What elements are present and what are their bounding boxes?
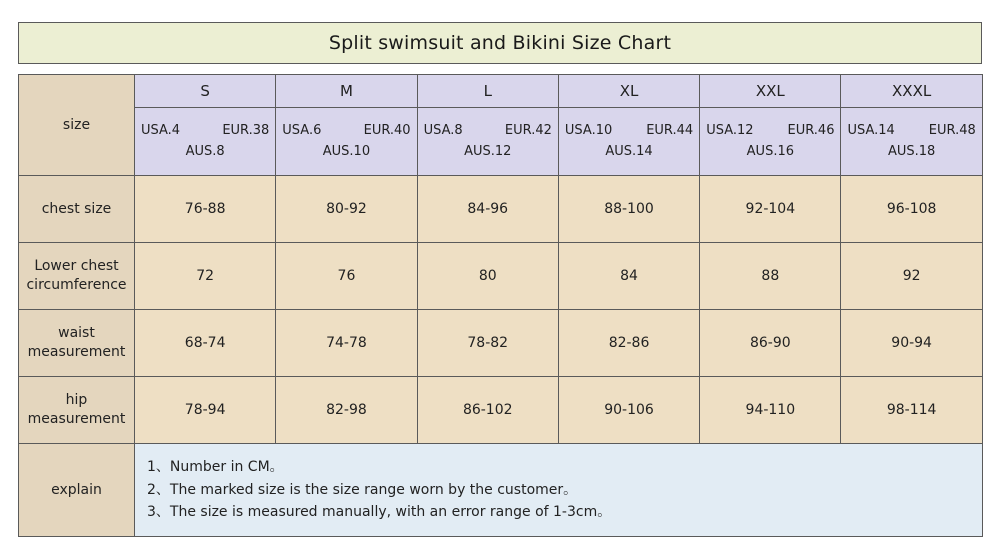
header-col-l xyxy=(417,75,558,176)
eur-code: EUR.40 xyxy=(363,123,411,139)
cell-waist-xxl: 86-90 xyxy=(700,310,841,377)
explain-line-1: 1、Number in CM。 xyxy=(147,458,284,475)
table-row xyxy=(19,176,983,243)
cell-lower-chest-xxl: 88 xyxy=(700,243,841,310)
aus-code: AUS.10 xyxy=(322,143,371,159)
row-label-chest-size: chest size xyxy=(19,176,135,243)
explain-line-2: 2、The marked size is the size range worn by the customer。 xyxy=(147,481,578,498)
cell-chest-size-l: 84-96 xyxy=(417,176,558,243)
cell-waist-l: 78-82 xyxy=(417,310,558,377)
cell-chest-size-m: 80-92 xyxy=(276,176,417,243)
explain-row xyxy=(19,444,983,537)
cell-waist-s: 68-74 xyxy=(135,310,276,377)
chart-title-bar xyxy=(18,22,982,64)
aus-code: AUS.12 xyxy=(464,143,512,159)
eur-code: EUR.44 xyxy=(646,123,694,139)
eur-code: EUR.42 xyxy=(504,123,552,139)
row-label-hip-measurement: hip measurement xyxy=(19,377,135,444)
table-row xyxy=(19,243,983,310)
usa-code: USA.8 xyxy=(423,123,463,139)
eur-code: EUR.38 xyxy=(222,123,270,139)
usa-code: USA.6 xyxy=(282,123,322,139)
cell-lower-chest-s: 72 xyxy=(135,243,276,310)
cell-lower-chest-xxxl: 92 xyxy=(841,243,982,310)
usa-code: USA.14 xyxy=(847,123,895,139)
aus-code: AUS.8 xyxy=(185,143,225,159)
cell-hip-l: 86-102 xyxy=(417,377,558,444)
row-label-waist-measurement: waist measurement xyxy=(19,310,135,377)
size-chart-table xyxy=(18,74,983,537)
cell-hip-xl: 90-106 xyxy=(558,377,699,444)
header-col-s xyxy=(135,75,276,176)
size-name: XXL xyxy=(700,75,840,108)
row-label-lower-chest-circumference: Lower chest circumference xyxy=(19,243,135,310)
explain-line-3: 3、The size is measured manually, with an error range of 1-3cm。 xyxy=(147,504,612,521)
row-label-explain: explain xyxy=(19,444,135,537)
aus-code: AUS.16 xyxy=(746,143,794,159)
cell-chest-size-xxxl: 96-108 xyxy=(841,176,982,243)
cell-chest-size-xxl: 92-104 xyxy=(700,176,841,243)
cell-lower-chest-xl: 84 xyxy=(558,243,699,310)
size-name: L xyxy=(418,75,558,108)
aus-code: AUS.18 xyxy=(887,143,936,159)
cell-hip-s: 78-94 xyxy=(135,377,276,444)
header-col-xxxl xyxy=(841,75,982,176)
cell-hip-xxl: 94-110 xyxy=(700,377,841,444)
page-title: Split swimsuit and Bikini Size Chart xyxy=(328,32,672,54)
usa-code: USA.10 xyxy=(564,123,613,139)
size-name: S xyxy=(135,75,275,108)
explain-notes xyxy=(135,444,983,537)
cell-lower-chest-l: 80 xyxy=(417,243,558,310)
aus-code: AUS.14 xyxy=(605,143,653,159)
table-row xyxy=(19,310,983,377)
header-col-xl xyxy=(558,75,699,176)
cell-chest-size-xl: 88-100 xyxy=(558,176,699,243)
size-name: XXXL xyxy=(841,75,981,108)
cell-waist-xl: 82-86 xyxy=(558,310,699,377)
cell-hip-m: 82-98 xyxy=(276,377,417,444)
header-corner-label: size xyxy=(19,75,135,176)
size-name: XL xyxy=(559,75,699,108)
cell-waist-m: 74-78 xyxy=(276,310,417,377)
cell-lower-chest-m: 76 xyxy=(276,243,417,310)
cell-chest-size-s: 76-88 xyxy=(135,176,276,243)
cell-hip-xxxl: 98-114 xyxy=(841,377,982,444)
header-col-m xyxy=(276,75,417,176)
eur-code: EUR.48 xyxy=(928,123,976,139)
usa-code: USA.12 xyxy=(706,123,754,139)
table-header-row xyxy=(19,75,983,176)
cell-waist-xxxl: 90-94 xyxy=(841,310,982,377)
eur-code: EUR.46 xyxy=(787,123,835,139)
size-name: M xyxy=(276,75,416,108)
header-col-xxl xyxy=(700,75,841,176)
usa-code: USA.4 xyxy=(141,123,181,139)
table-row xyxy=(19,377,983,444)
